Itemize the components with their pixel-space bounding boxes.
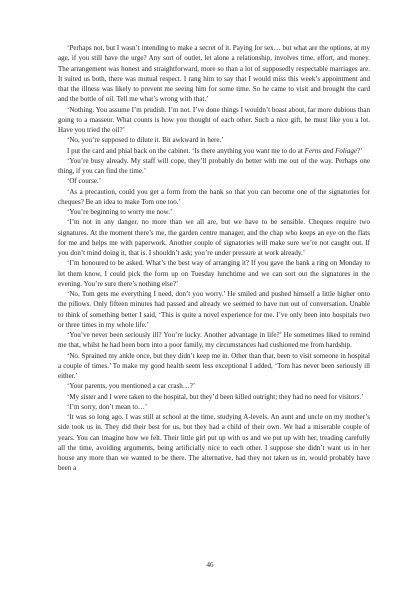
paragraph-text: I put the card and phial back on the cabinet. ‘Is there anything you want me to do at xyxy=(67,146,305,155)
paragraph: ‘Nothing. You assume I’m prudish. I’m not. I’ve done things I wouldn’t boast about, far more dubious than going to a masseur. What counts is how you thought of each other. Such a nice gift, he must like you a lot. Have you tried the oil?’ xyxy=(58,105,370,134)
paragraph: ‘You’ve never been seriously ill? You’re lucky. Another advantage in life?’ He sometimes liked to remind me that, whilst he had been born into a poor family, my circumstances had cushioned me from hardship. xyxy=(58,331,370,350)
paragraph: ‘You’re busy already. My staff will cope, they’ll probably do better with me out of the way. Perhaps one thing, if you can find the time.’ xyxy=(58,156,370,175)
shop-name: Ferns and Foliage xyxy=(304,146,358,155)
paragraph: ‘My sister and I were taken to the hospital, but they’d been killed outright; they had no need for visitors.’ xyxy=(67,392,364,401)
paragraph: ‘No, you’re supposed to dilute it. Bit awkward in here.’ xyxy=(67,136,224,145)
paragraph: ‘I’m honoured to be asked. What’s the best way of arranging it? If you gave the bank a ring on Monday to let them know, I could pick the form up on Tuesday lunchtime and we can sort out the signatures in the evening. You’re sure there’s nothing else?’ xyxy=(58,259,370,288)
page-number: 46 xyxy=(206,561,214,569)
body-text xyxy=(58,43,370,474)
paragraph: ‘Your parents, you mentioned a car crash…?’ xyxy=(67,382,196,391)
paragraph: ‘No, Tom gets me everything I need, don’t you worry.’ He smiled and pushed himself a little higher onto the pillows. Only fifteen minutes had passed and already we seemed to have run out of conversation. Unable to think of something better I said, ‘This is quite a novel experience for me. I’ve only been into hospitals two or three times in my whole life.’ xyxy=(58,290,370,329)
paragraph: ‘It was so long ago. I was still at school at the time, studying A-levels. An aunt and uncle on my mother’s side took us in. They did their best for us, but they had a child of their own. We had a miserable couple of years. You can imagine how we felt. Their little girl put up with us and we put up with her, treading carefully all the time, avoiding arguments, being artificially nice to each other. I suppose she didn’t want us in her house any more than we wanted to be there. The alternative, had they not taken us in, would probably have been a xyxy=(58,413,370,473)
paragraph: ‘No. Sprained my ankle once, but they didn’t keep me in. Other than that, been to visit someone in hospital a couple of times.’ To make my good health seem less exceptional I added, ‘Tom has never been seriously ill either.’ xyxy=(58,351,370,380)
paragraph: ‘I’m sorry, don’t mean to…’ xyxy=(67,402,148,411)
paragraph: ‘You’re beginning to worry me now.’ xyxy=(67,208,173,216)
paragraph: ‘Perhaps not, but I wasn’t intending to make a secret of it. Paying for sex… but what are the options, at my age, if you still have the urge? Any sort of outlet, let alone a relationship, involves time, effort, and money. The arrangement was honest and straightforward, more so than a lot of supposedly respectable marriages are. It suited us both, there was mutual respect. I rang him to say that I would miss this week’s appointment and that the illness was likely to prevent me seeing him for some time. So he came to visit and brought the card and the bottle of oil. Tell me what’s wrong with that.’ xyxy=(58,44,370,104)
paragraph: ‘As a precaution, could you get a form from the bank so that you can become one of the signatories for cheques? Be an idea to make Tom one too.’ xyxy=(58,187,370,206)
paragraph xyxy=(58,146,370,156)
paragraph-text-end: ?’ xyxy=(357,146,363,155)
paragraph: ‘I’m not in any danger, no more than we all are, but we have to be sensible. Cheques require two signatures. At the moment there’s me, the garden centre manager, and the chap who keeps an eye on the flats for me and helps me with paperwork. Another couple of signatories will make sure we’re not caught out. If you don’t mind doing it, that is. I shouldn’t ask; you’re under pressure at work already.’ xyxy=(58,218,370,257)
paragraph: ‘Of course.’ xyxy=(67,177,102,186)
